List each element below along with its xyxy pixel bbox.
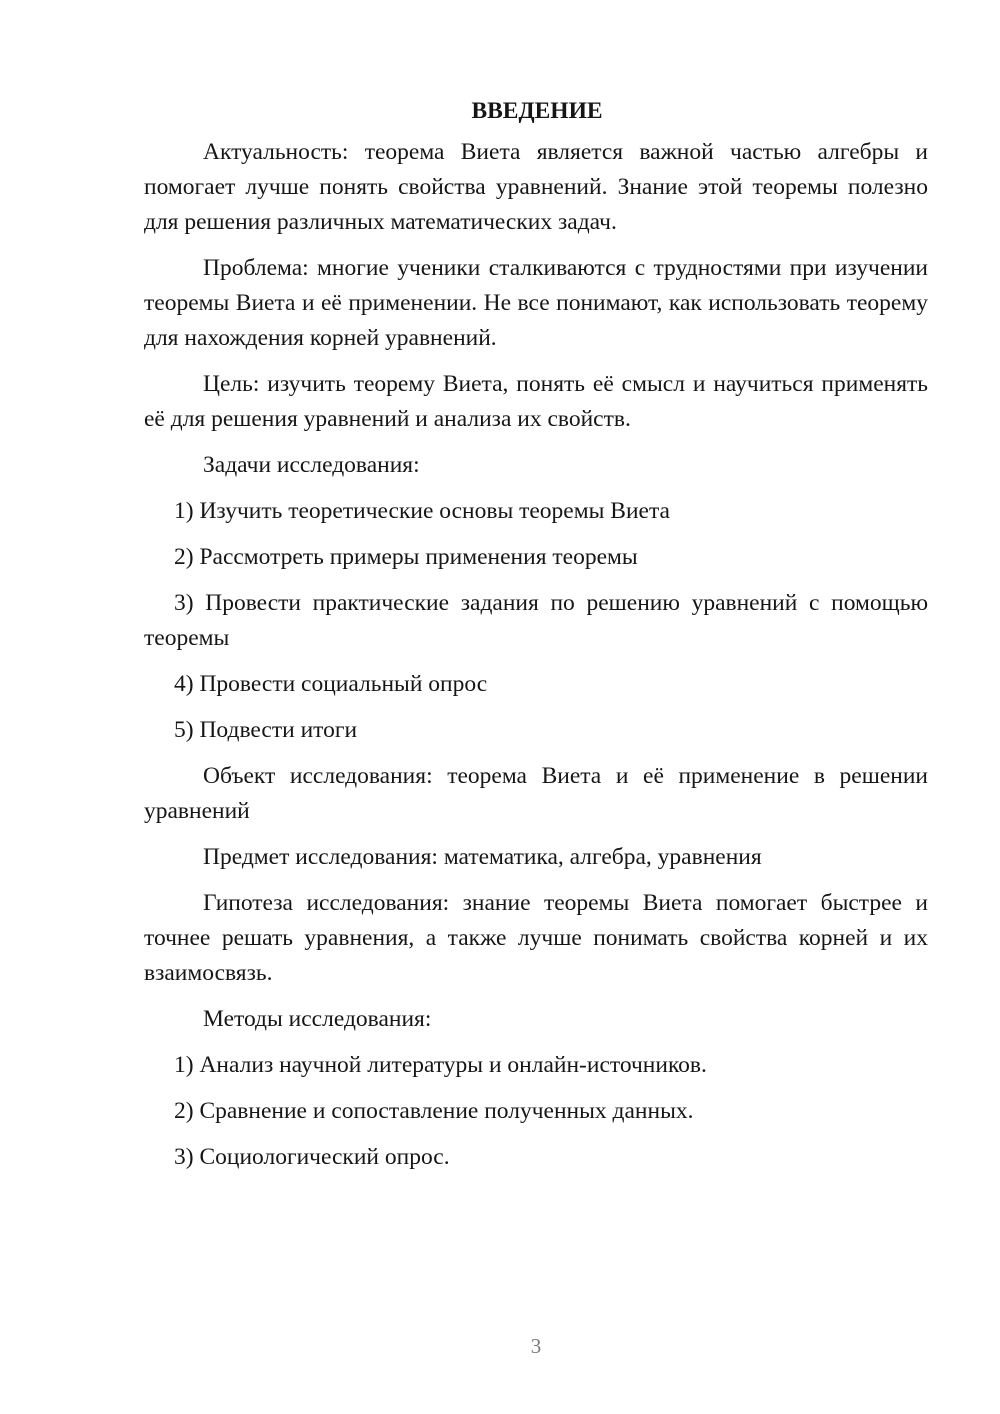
page-content <box>144 94 928 1186</box>
tasks-heading: Задачи исследования: <box>203 452 420 478</box>
methods-heading: Методы исследования: <box>203 1006 432 1032</box>
goal-paragraph: Цель: изучить теорему Виета, понять её смысл и научиться применять её для решения уравнений и анализа их свойств. <box>144 371 928 432</box>
subject-paragraph: Предмет исследования: математика, алгебра, уравнения <box>203 844 762 870</box>
task-item: 5) Подвести итоги <box>174 717 358 743</box>
hypothesis-paragraph: Гипотеза исследования: знание теоремы Виета помогает быстрее и точнее решать уравнения, а также лучше понимать свойства корней и их взаимосвязь. <box>144 890 928 986</box>
actuality-paragraph: Актуальность: теорема Виета является важной частью алгебры и помогает лучше понять свойства уравнений. Знание этой теоремы полезно для решения различных математических задач. <box>144 139 928 235</box>
task-item: 2) Рассмотреть примеры применения теоремы <box>174 544 638 570</box>
method-item: 2) Сравнение и сопоставление полученных данных. <box>174 1098 694 1124</box>
page-number: 3 <box>530 1334 542 1358</box>
section-title: ВВЕДЕНИЕ <box>471 98 603 124</box>
problem-paragraph: Проблема: многие ученики сталкиваются с трудностями при изучении теоремы Виета и её применении. Не все понимают, как использовать теорему для нахождения корней уравнений. <box>144 255 928 351</box>
task-item: 3) Провести практические задания по решению уравнений с помощью теоремы <box>144 590 928 651</box>
object-paragraph: Объект исследования: теорема Виета и её применение в решении уравнений <box>144 763 928 824</box>
task-item: 4) Провести социальный опрос <box>174 671 488 697</box>
task-item: 1) Изучить теоретические основы теоремы Виета <box>174 498 670 524</box>
method-item: 3) Социологический опрос. <box>174 1144 450 1170</box>
method-item: 1) Анализ научной литературы и онлайн-источников. <box>174 1052 707 1078</box>
